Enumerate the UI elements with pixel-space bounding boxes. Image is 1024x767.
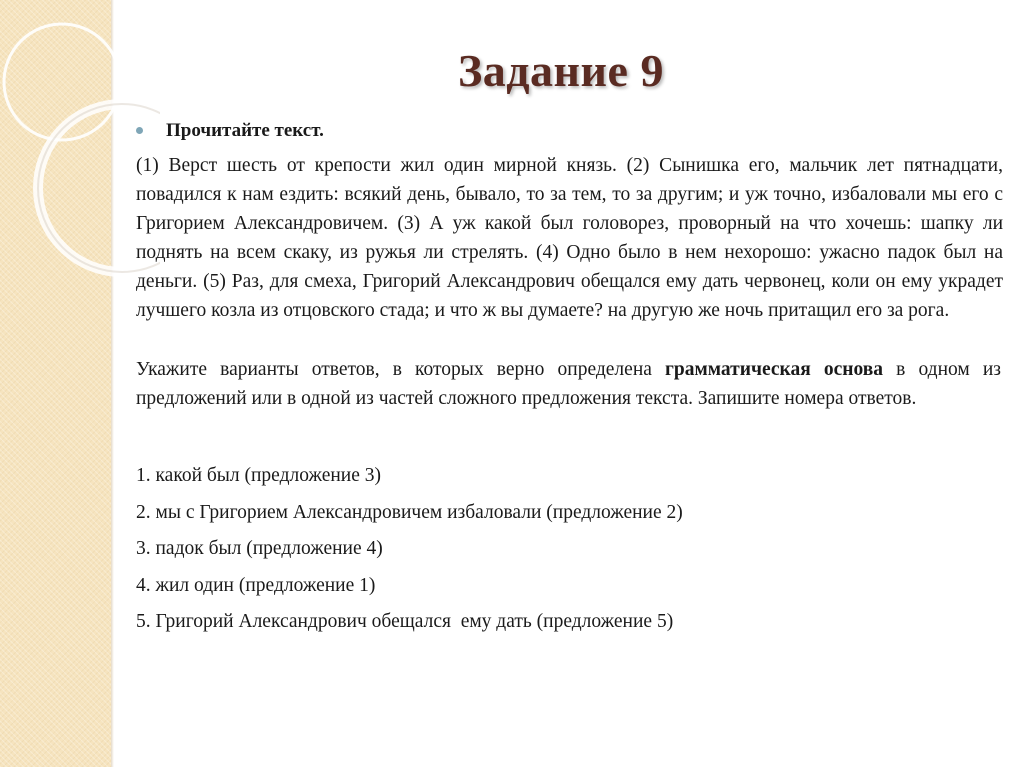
decorative-side-band — [0, 0, 111, 767]
band-shadow-edge — [111, 0, 114, 767]
task-keyword: грамматическая основа — [665, 359, 884, 380]
instruction-bullet — [136, 116, 1003, 145]
reading-passage: (1) Верст шесть от крепости жил один мирной князь. (2) Сынишка его, мальчик лет пятнадцати, повадился к нам ездить: всякий день, бывало, то за тем, то за другим; и уж точно, избаловали мы его с Григорием Александровичем. (3) А уж какой был головорез, проворный на что хочешь: шапку ли поднять на всем скаку, из ружья ли стрелять. (4) Одно было в нем нехорошо: ужасно падок был на деньги. (5) Раз, для смеха, Григорий Александрович обещался ему дать червонец, коли он ему украдет лучшего козла из отцовского стада; и что ж вы думаете? на другую же ночь притащил его за рога. — [136, 155, 1003, 321]
task-text-start: Укажите варианты ответов, в которых верно определена — [136, 359, 666, 380]
task-statement — [136, 355, 1003, 413]
answer-option-5: 5. Григорий Александрович обещался ему дать (предложение 5) — [136, 611, 674, 632]
instruction-text: Прочитайте текст. — [166, 120, 324, 141]
bullet-dot-icon — [136, 127, 143, 134]
answer-option-1: 1. какой был (предложение 3) — [136, 465, 382, 486]
answer-option-2: 2. мы с Григорием Александровичем избаловали (предложение 2) — [136, 501, 683, 523]
slide-title: Задание 9 — [458, 45, 664, 96]
answer-option-3: 3. падок был (предложение 4) — [136, 538, 383, 559]
task-text-end: в одном из предложений или в одной из частей сложного предложения текста. Запишите номера ответов. — [136, 359, 1002, 409]
slide-content — [136, 116, 1003, 644]
answer-options — [136, 461, 1003, 644]
answer-option-4: 4. жил один (предложение 1) — [136, 574, 376, 596]
